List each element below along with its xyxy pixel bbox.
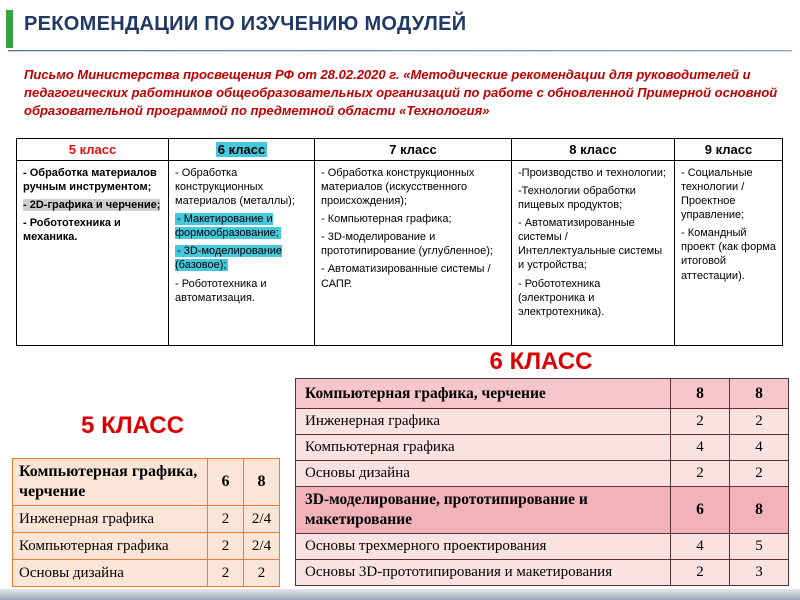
module-item-text: -Производство и технологии;	[518, 167, 666, 179]
module-item-text: -Технологии обработки пищевых продуктов;	[518, 185, 636, 212]
module-name-cell: Основы дизайна	[13, 560, 208, 587]
module-item-text: - Обработка конструкционных материалов (искусственного происхождения);	[321, 167, 475, 208]
hours-cell: 2	[730, 461, 789, 487]
module-item-highlighted: - 3D-моделирование (базовое);	[175, 245, 283, 272]
hours-cell: 2/4	[244, 506, 280, 533]
module-item-text: - Робототехника и автоматизация.	[175, 277, 267, 304]
grade5-column-header: 5 класс	[17, 139, 169, 161]
grade8-modules-cell	[512, 161, 675, 346]
hours-cell: 4	[730, 435, 789, 461]
module-item	[518, 166, 668, 180]
hours-cell: 2	[244, 560, 280, 587]
module-name-cell: Основы дизайна	[296, 461, 671, 487]
hours-cell: 5	[730, 534, 789, 560]
hours-cell: 2	[671, 409, 730, 435]
module-name-cell: Компьютерная графика, черчение	[296, 379, 671, 409]
module-item	[321, 212, 505, 226]
module-item-text: - Социальные технологии / Проектное управление;	[681, 167, 753, 222]
hours-cell: 3	[730, 560, 789, 586]
hours-cell: 4	[671, 534, 730, 560]
table-row	[296, 409, 789, 435]
table-row	[13, 506, 280, 533]
hours-cell: 2	[208, 506, 244, 533]
module-item-highlighted: - 2D-графика и черчение;	[23, 199, 161, 212]
module-item-text: - Автоматизированные системы / Интеллектуальные системы и устройства;	[518, 217, 663, 272]
module-item	[23, 166, 162, 194]
module-item	[681, 226, 776, 282]
hours-cell: 8	[671, 379, 730, 409]
modules-body-row	[17, 161, 783, 346]
slide-title: РЕКОМЕНДАЦИИ ПО ИЗУЧЕНИЮ МОДУЛЕЙ	[24, 13, 467, 35]
hours-cell: 2	[671, 461, 730, 487]
grade8-column-header: 8 класс	[512, 139, 675, 161]
grade9-modules-cell	[675, 161, 783, 346]
module-item-text: - Робототехника (электроника и электротехника).	[518, 277, 605, 318]
module-name-cell: Инженерная графика	[296, 409, 671, 435]
module-item	[518, 216, 668, 272]
grade5-modules-cell	[17, 161, 169, 346]
module-name-cell: 3D-моделирование, прототипирование и макетирование	[296, 487, 671, 534]
hours-cell: 2	[208, 560, 244, 587]
hours-cell: 8	[730, 487, 789, 534]
hours-cell: 8	[244, 459, 280, 506]
bottom-decoration-bar	[0, 589, 800, 600]
table-row	[296, 435, 789, 461]
module-item	[681, 166, 776, 222]
module-name-cell: Компьютерная графика	[13, 533, 208, 560]
table-row-header	[13, 459, 280, 506]
table-row-header	[296, 487, 789, 534]
title-divider	[8, 50, 792, 52]
hours-cell: 2	[208, 533, 244, 560]
module-item-text: - Компьютерная графика;	[321, 213, 452, 226]
module-item	[23, 216, 162, 244]
table-row	[296, 534, 789, 560]
modules-header-row	[17, 139, 783, 161]
module-item-text: - Обработка материалов ручным инструментом;	[23, 167, 157, 194]
hours-cell: 2/4	[244, 533, 280, 560]
hours-cell: 4	[671, 435, 730, 461]
module-item	[175, 277, 308, 305]
grade6-column-header	[169, 139, 315, 161]
section-5-heading: 5 КЛАСС	[81, 412, 184, 439]
grade5-hours-table	[12, 458, 280, 587]
intro-text: Письмо Министерства просвещения РФ от 28.02.2020 г. «Методические рекомендации для руководителей и педагогических работников общеобразовательных организаций по работе с обновленной Примерной основной образовательной программой по предметной области «Технология»	[24, 67, 778, 119]
grade7-modules-cell	[315, 161, 512, 346]
hours-cell: 2	[730, 409, 789, 435]
module-item	[518, 277, 668, 319]
hours-cell: 2	[671, 560, 730, 586]
module-item	[175, 244, 308, 272]
module-name-cell: Компьютерная графика, черчение	[13, 459, 208, 506]
table-row	[296, 461, 789, 487]
table-row-header	[296, 379, 789, 409]
grade6-modules-cell	[169, 161, 315, 346]
module-name-cell: Основы 3D-прототипирования и макетирования	[296, 560, 671, 586]
table-row	[13, 533, 280, 560]
module-item	[321, 262, 505, 290]
module-name-cell: Инженерная графика	[13, 506, 208, 533]
module-item	[175, 166, 308, 208]
grade9-column-header: 9 класс	[675, 139, 783, 161]
section-6-heading: 6 КЛАСС	[489, 348, 593, 375]
modules-table	[16, 138, 783, 346]
module-item	[518, 184, 668, 212]
table-row	[13, 560, 280, 587]
module-name-cell: Компьютерная графика	[296, 435, 671, 461]
hours-cell: 6	[671, 487, 730, 534]
grade7-column-header: 7 класс	[315, 139, 512, 161]
grade6-hours-table	[295, 378, 789, 586]
module-item	[321, 230, 505, 258]
module-item-text: - Автоматизированные системы / САПР.	[321, 263, 491, 290]
module-item-text: - Обработка конструкционных материалов (металлы);	[175, 167, 295, 208]
table-row	[296, 560, 789, 586]
module-item	[321, 166, 505, 208]
green-accent-bar	[6, 10, 13, 48]
module-name-cell: Основы трехмерного проектирования	[296, 534, 671, 560]
module-item-text: - 3D-моделирование и прототипирование (углубленное);	[321, 231, 493, 258]
module-item-text: - Робототехника и механика.	[23, 217, 121, 244]
grade6-header-highlight: 6 класс	[217, 142, 266, 157]
module-item-text: - Командный проект (как форма итоговой аттестации).	[681, 227, 777, 282]
hours-cell: 6	[208, 459, 244, 506]
module-item-highlighted: - Макетирование и формообразование;	[175, 213, 279, 240]
module-item	[23, 198, 162, 212]
hours-cell: 8	[730, 379, 789, 409]
module-item	[175, 212, 308, 240]
